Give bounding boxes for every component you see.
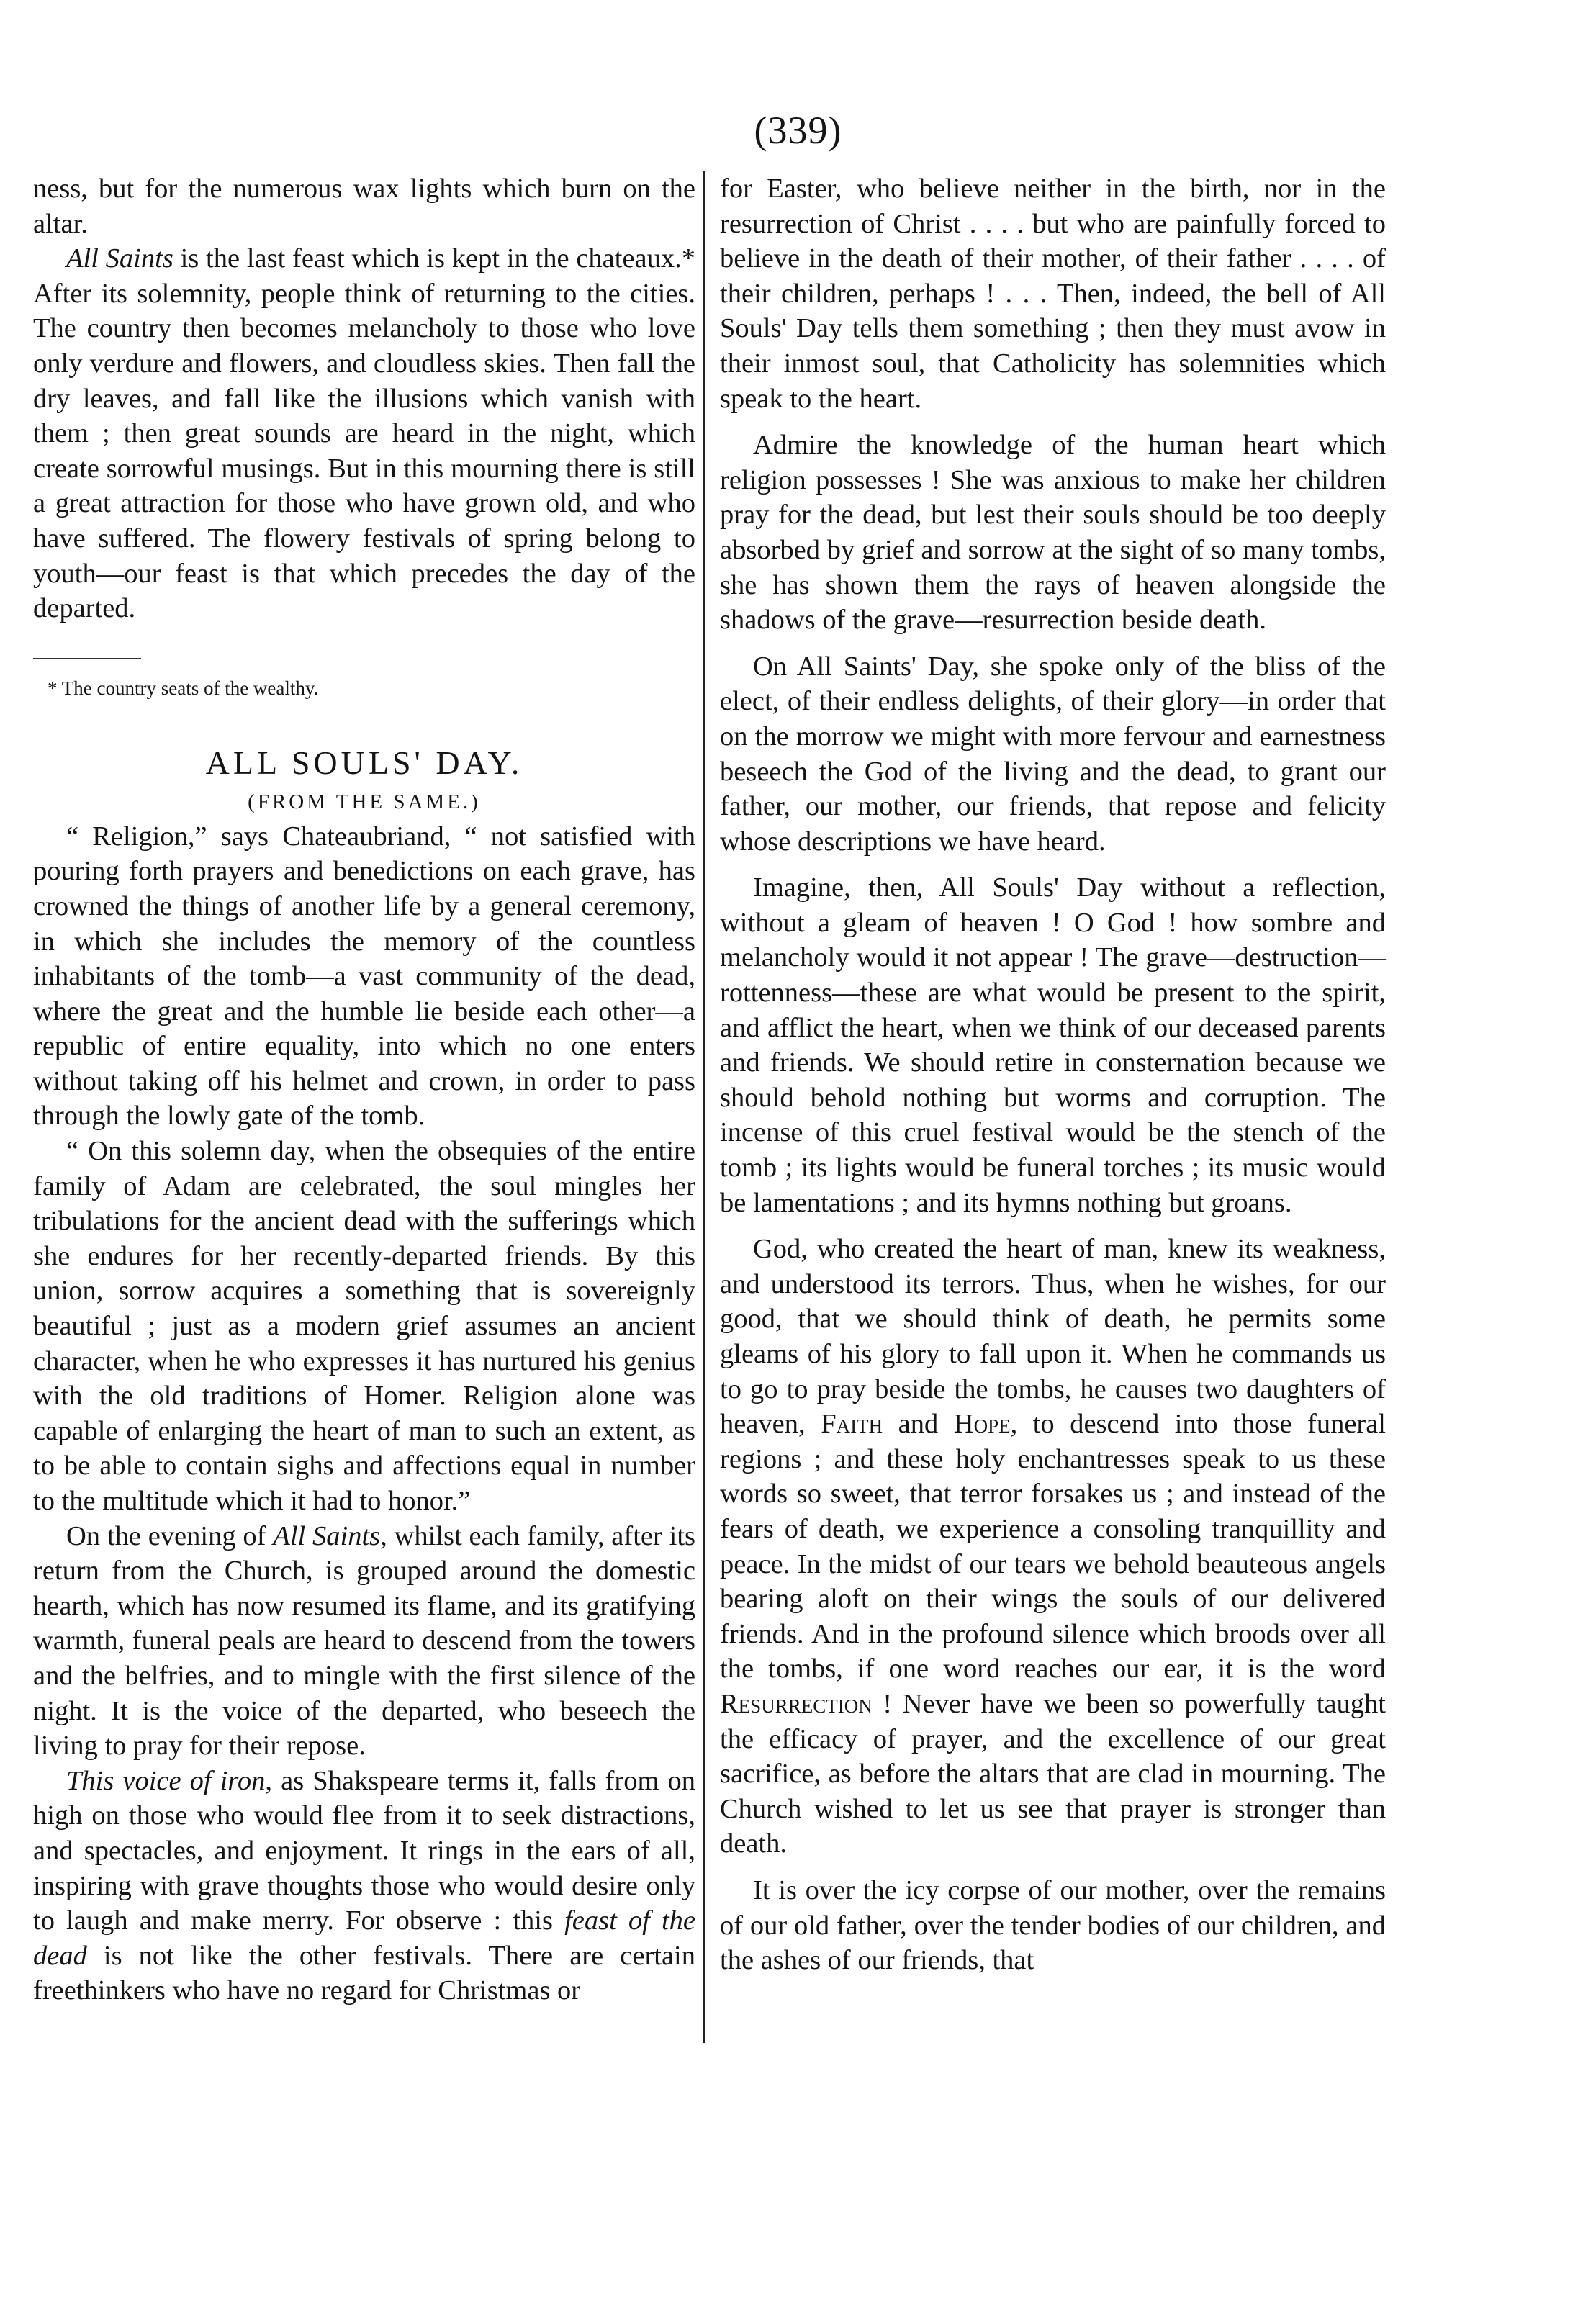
italic-text: All Saints (66, 243, 173, 274)
small-caps-text: Hope (953, 1409, 1011, 1440)
italic-text: All Saints (273, 1520, 381, 1551)
paragraph: “ On this solemn day, when the obsequies of the entire family of Adam are celebrated, the soul mingles her tribulations for the ancient dead with the sufferings which she endures for her recently-departed friends. By this union, sorrow acquires a something that is sovereignly beautiful ; just as a modern grief assumes an ancient character, when he who expresses it has nurtured his genius with the old traditions of Homer. Religion alone was capable of enlarging the heart of man to such an extent, as to be able to contain sighs and affections equal in number to the multitude which it had to honor.” (33, 1136, 695, 1516)
text-run: , as Shakspeare terms it, falls from on high on those who would flee from it to seek distractions, and spectacles, and enjoyment. It rings in the ears of all, inspiring with grave thoughts those who would desire only to laugh and make merry. For observe : this (33, 1765, 695, 1936)
paragraph (720, 1232, 1386, 1862)
text-run: God, who created the heart of man, knew its weakness, and understood its terrors. Thus, when he wishes, for our good, that we should think of death, he permits some gleams of his glory to fall upon it. When he commands us to go to pray beside the tombs, he causes two daughters of heaven, (720, 1234, 1386, 1440)
paragraph: for Easter, who believe neither in the birth, nor in the resurrection of Christ . . . . but who are painfully forced to believe in the death of their mother, of their father . . . . of their children, perhaps ! . . . Then, indeed, the bell of All Souls' Day tells them something ; then they must avow in their inmost soul, that Catholicity has solemnities which speak to the heart. (720, 173, 1386, 414)
right-column (720, 171, 1386, 1978)
page-number: (339) (754, 109, 842, 152)
paragraph (33, 1519, 695, 1764)
paragraph: It is over the icy corpse of our mother, over the remains of our old father, over the tender bodies of our children, and the ashes of our friends, that (720, 1874, 1386, 1976)
paragraph: Imagine, then, All Souls' Day without a reflection, without a gleam of heaven ! O God ! how sombre and melancholy would it not appear ! The grave—destruction—rottenness—these are what would be present to the spirit, and afflict the heart, when we think of our deceased parents and friends. We should retire in consternation because we should behold nothing but worms and corruption. The incense of this cruel festival would be the stench of the tomb ; its lights would be funeral torches ; its music would be lamentations ; and its hymns nothing but groans. (720, 872, 1386, 1218)
text-run: , whilst each family, after its return from the Church, is grouped around the domestic hearth, which has now resumed its flame, and its gratifying warmth, funeral peals are heard to descend from the towers and the belfries, and to mingle with the first silence of the night. It is the voice of the departed, who beseech the living to pray for their repose. (33, 1520, 695, 1761)
text-run: and (883, 1409, 954, 1440)
left-column (33, 171, 695, 2008)
column-divider (703, 171, 705, 2043)
text-run: , to descend into those funeral regions ; and these holy enchantresses speak to us these words so sweet, that terror forsakes us ; and instead of the fears of death, we experience a consoling tranquillity and peace. In the midst of our tears we behold beauteous angels bearing aloft on their wings the souls of our delivered friends. And in the profound silence which broods over all the tombs, if one word reaches our ear, it is the word (720, 1409, 1387, 1684)
article-title: ALL SOULS' DAY. (205, 744, 523, 781)
text-run: is the last feast which is kept in the chateaux.* After its solemnity, people think of returning to the cities. The country then becomes melancholy to those who love only verdure and flowers, and cloudless skies. Then fall the dry leaves, and fall like the illusions which vanish with them ; then great sounds are heard in the night, which create sorrowful musings. But in this mourning there is still a great attraction for those who have grown old, and who have suffered. The flowery festivals of spring belong to youth—our feast is that which precedes the day of the departed. (33, 243, 696, 624)
italic-text: This voice of iron (66, 1765, 266, 1796)
paragraph: Admire the knowledge of the human heart which religion possesses ! She was anxious to make her children pray for the dead, but lest their souls should be too deeply absorbed by grief and sorrow at the sight of so many tombs, she has shown them the rays of heaven alongside the shadows of the grave—resurrection beside death. (720, 430, 1386, 636)
small-caps-text: Faith (821, 1409, 883, 1440)
paragraph (33, 1764, 695, 2008)
text-run: is not like the other festivals. There are certain freethinkers who have no regard for Christmas or (33, 1940, 695, 2006)
text-run: ! Never have we been so powerfully taught the efficacy of prayer, and the excellence of our great sacrifice, as before the altars that are clad in mourning. The Church wished to let us see that prayer is stronger than death. (720, 1688, 1386, 1859)
paragraph: On All Saints' Day, she spoke only of the bliss of the elect, of their endless delights, of their glory—in order that on the morrow we might with more fervour and earnestness beseech the God of the living and the dead, to grant our father, our mother, our friends, that repose and felicity whose descriptions we have heard. (720, 651, 1386, 857)
italic-text: feast of the dead (33, 1905, 696, 1971)
paragraph (33, 241, 695, 626)
article-source: (FROM THE SAME.) (248, 790, 481, 813)
paragraph: “ Religion,” says Chateaubriand, “ not satisfied with pouring forth prayers and benedictions on each grave, has crowned the things of another life by a general ceremony, in which she includes the memory of the countless inhabitants of the tomb—a vast community of the dead, where the great and the humble lie beside each other—a republic of entire equality, into which no one enters without taking off his helmet and crown, in order to pass through the lowly gate of the tomb. (33, 821, 695, 1132)
footnote: * The country seats of the wealthy. (48, 677, 319, 699)
paragraph: ness, but for the numerous wax lights which burn on the altar. (33, 173, 695, 239)
footnote-rule (33, 658, 141, 659)
small-caps-text: Resurrection (720, 1688, 873, 1719)
text-run: On the evening of (66, 1520, 274, 1551)
